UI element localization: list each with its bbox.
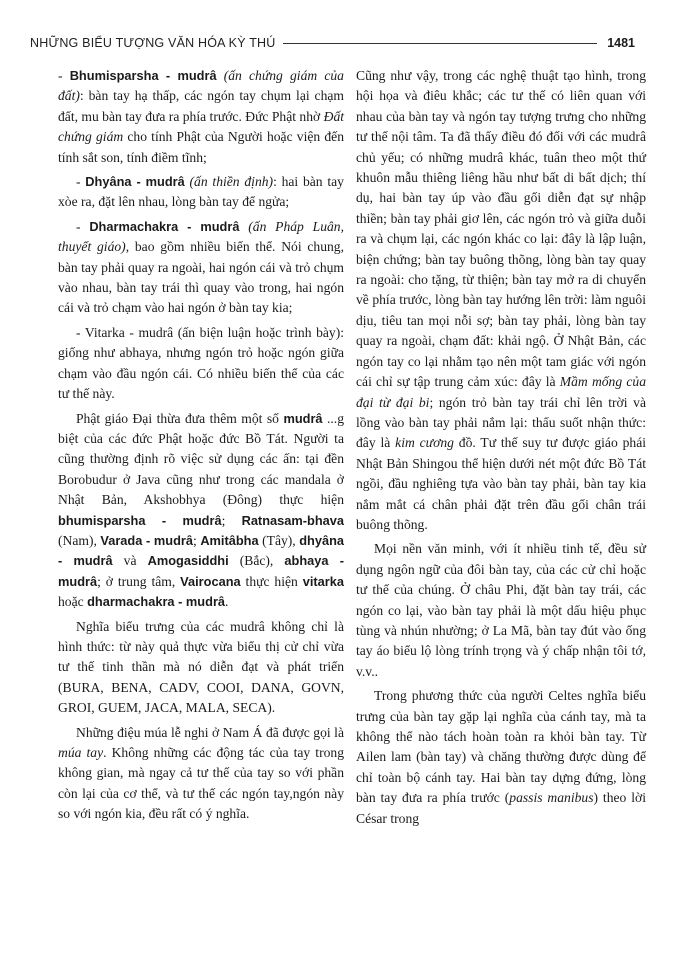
text: ) theo lời César trong [356,790,646,826]
text: ; ở trung tâm, [97,573,181,589]
term: Amogasiddhi [147,553,229,569]
paragraph-mahayana [58,409,344,613]
text: Những điệu múa lễ nghi ở Nam Á đã được gọi là [76,724,344,740]
paragraph-dhyana [58,172,344,213]
paragraph-celtes [356,686,646,829]
italic-phrase: Đất chứng giám [58,108,345,145]
paragraph-dharmachakra [58,217,344,319]
text: thực hiện [240,573,303,589]
italic-phrase: kim cương [395,435,454,451]
text: ...g biệt của các đức Phật hoặc đức Bồ Tát. Người ta cũng thường định rõ việc sử dụng các ấn: tại đền Borobudur ở Java cũng như trong các mandala ở Nhật Bản, Akshobhya (Đông) thực hiện [58,410,344,508]
gloss: (ấn Pháp Luân, thuyết giáo) [58,218,344,255]
text: (Tây), [258,532,300,548]
paragraph-art [356,66,646,535]
text: ; [221,512,242,528]
header-rule [283,43,597,44]
text: . Không những các động tác của tay trong không gian, mà ngay cả tư thế của tay so với phần còn lại của cơ thể, và tư thế các ngón tay,ngón này so với ngón kia, đều rất có ý nghĩa. [58,745,344,822]
dash: - [58,68,70,83]
term-dhyana: Dhyâna - mudrâ [85,174,185,190]
text: (Nam), [58,532,101,548]
gloss: (ấn thiền định) [189,174,274,190]
text: cho tính Phật của Người hoặc viện đến tính sắt son, tính điềm tĩnh; [58,129,344,165]
paragraph-symbolism: Nghĩa biểu trưng của các mudrâ không chỉ là hình thức: từ này quả thực vừa biểu thị cử chỉ vừa tư thế tinh thần mà nó diễn đạt và phát triển (BURA, BENA, CADV, COOI, DANA, GOVN, GROI, GUEM, JACA, MALA, SECA). [58,618,344,716]
text: ; [193,532,201,548]
text: . [225,594,229,610]
paragraph-bhumisparsha [58,66,344,168]
term: Ratnasam-bhava [241,512,344,528]
term: dharmachakra - mudrâ [87,594,226,610]
gloss: (ấn chứng giám của đất) [58,68,344,104]
text: Phật giáo Đại thừa đưa thêm một số [76,410,284,426]
book-title: NHỮNG BIỂU TƯỢNG VĂN HÓA KỲ THÚ [30,36,276,50]
paragraph-dance [58,723,344,825]
running-header [30,34,635,52]
term: bhumisparsha - mudrâ [58,512,222,528]
text: Trong phương thức của người Celtes nghĩa biểu trưng của bàn tay gặp lại nghĩa của cánh tay, mà ta không thể nào tách hoàn toàn ra khỏi bàn tay. Từ Ailen lam (bàn tay) và chăng thường được dùng để chỉ toàn bộ cánh tay. Hai bàn tay dựng đứng, lòng bàn tay đưa ra phía trước ( [356,688,646,806]
paragraph-civilizations: Mọi nền văn minh, với ít nhiều tinh tế, đều sử dụng ngôn ngữ của đôi bàn tay, của các cử chỉ hoặc tư thế của chúng. Ở châu Phi, đặt bàn tay trái, các ngón co lại, vào bàn tay phải là một dấu hiệu phục tùng và nhún nhường; ở La Mã, bàn tay đút vào ống tay áo biểu lộ lòng trính trọng và ý chấp nhận tôi tớ, v.v.. [356,541,646,679]
term: Varada - mudrâ [100,532,194,548]
term: dhyâna - mudrâ [58,532,345,569]
text: : hai bàn tay xòe ra, đặt lên nhau, lòng bàn tay để ngửa; [58,174,344,210]
term: mudrâ [283,410,323,426]
page-number: 1481 [607,36,635,50]
term: abhaya - mudrâ [58,553,344,589]
left-column [58,66,344,829]
term: Vairocana [180,573,241,589]
dash: - [76,218,90,234]
right-column [356,66,646,833]
text: đồ. Tư thế suy tư được giáo phái Nhật Bản Shingou thể hiện dưới nét một đức Bồ Tát ngồi, đầu nghiêng tựa vào bàn tay phải, bàn tay kia nắm mắt cá chân phải đặt trên đầu gối chân trái buông thõng. [356,435,646,532]
text: (Bắc), [228,553,285,569]
italic-phrase: passis manibus [509,790,594,806]
term-dharmachakra: Dharmachakra - mudrâ [89,218,240,234]
text: , bao gồm nhiều biến thể. Nói chung, bàn tay phải quay ra ngoài, hai ngón cái và trỏ chụm vào nhau, bàn tay trái thì quay vào trong, hai ngón cái và trỏ chạm vào hai ngón ở bàn tay kia; [58,239,344,316]
term-bhumisparsha: Bhumisparsha - mudrâ [69,68,217,83]
dash: - [76,174,86,190]
text: Cũng như vậy, trong các nghệ thuật tạo hình, trong hội họa và điêu khắc; các tư thế có liên quan với nhau của bàn tay và ngón tay tượng trưng cho những tư thế nội tâm. Ta đã thấy điều đó đối với các mudrâ chủ yếu; có những mudrâ khác, tuân theo một thứ khuôn mẫu thiêng liêng hầu như bất di bất dịch; thí dụ, hai bàn tay úp vào đầu gối diễn đạt sự nhập thiền; bàn tay phải giơ lên, các ngón trỏ và giữa duỗi ra và chụm lại, các ngón khác co lại: đây là lập luận, biện chứng; bàn tay buông thõng, lòng bàn tay quay ra ngoài: cho tặng, từ thiện; bàn tay mở ra di chuyển về phía trước, lòng bàn tay hướng lên trời: làm nguôi dịu, tiêu tan mọi nỗi sợ; bàn tay phải, lòng bàn tay quay ra ngoài, chạm đất: khải ngộ. Ở Nhật Bản, các ngón tay co lại nhằm tạo nên một tam giác với ngón cái chỉ sự tập trung cảm xúc: đây là [356,68,646,390]
text: ; ngón trỏ bàn tay trái chỉ lên trời và lồng vào bàn tay phải nắm lại: thấu suốt nhận thức: đây là [356,394,646,451]
paragraph-vitarka: - Vitarka - mudrâ (ấn biện luận hoặc trình bày): giống như abhaya, nhưng ngón trỏ hoặc ngón giữa chạm vào đầu ngón cái. Có nhiều biến thể của các tư thế này. [58,324,344,402]
italic-phrase: Mầm mống của đại từ đại bi [356,374,646,410]
term: Amitâbha [200,532,259,548]
term: vitarka [302,573,344,589]
text: : bàn tay hạ thấp, các ngón tay chụm lại chạm đất, mu bàn tay đưa ra phía trước. Đức Phật nhờ [58,88,344,124]
text: hoặc [58,594,88,610]
italic-phrase: múa tay [58,745,104,760]
text: và [112,553,148,569]
